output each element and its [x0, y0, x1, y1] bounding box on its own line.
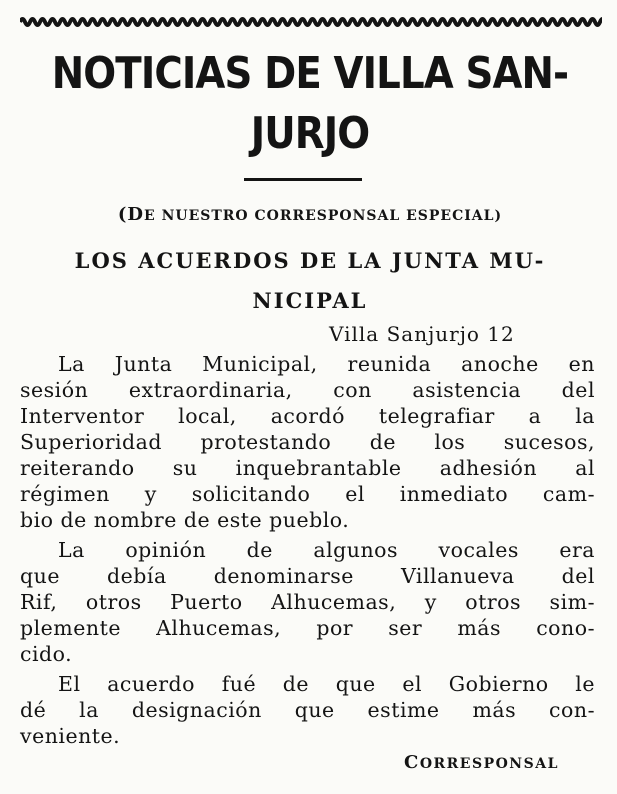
dateline: Villa Sanjurjo 12 [329, 322, 515, 346]
body-line: veniente. [20, 724, 121, 748]
body-line: Rif, otros Puerto Alhucemas, y otros sim- [20, 590, 595, 614]
headline-line-2: JURJO [250, 108, 370, 159]
body-line: reiterando su inquebrantable adhesión al [20, 456, 595, 480]
signature [404, 752, 559, 773]
signature-first: C [404, 752, 420, 773]
signature-rest: ORRESPONSAL [419, 756, 559, 772]
section-title-line-2: NICIPAL [252, 288, 368, 313]
body-line: plemente Alhucemas, por ser más cono- [20, 616, 595, 640]
headline-divider [244, 178, 362, 181]
body-line: sesión extraordinaria, con asistencia del [20, 378, 595, 402]
section-title-line-1: LOS ACUERDOS DE LA JUNTA MU- [74, 248, 546, 273]
body-line: La opinión de algunos vocales era [58, 538, 595, 562]
body-line: régimen y solicitando el inmediato cam- [20, 482, 595, 506]
body-line: Superioridad protestando de los sucesos, [20, 430, 595, 454]
subheading-rest: E NUESTRO CORRESPONSAL ESPECIAL) [144, 208, 503, 224]
body-line: Interventor local, acordó telegrafiar a la [20, 404, 595, 428]
body-line: que debía denominarse Villanueva del [20, 564, 595, 588]
headline-line-1: NOTICIAS DE VILLA SAN- [51, 48, 569, 99]
correspondent-subheading [20, 204, 600, 225]
wavy-border-ornament [20, 14, 602, 30]
body-line: dé la designación que estime más con- [20, 698, 595, 722]
body-line: bio de nombre de este pueblo. [20, 508, 350, 532]
subheading-open: (D [117, 204, 145, 225]
body-line: La Junta Municipal, reunida anoche en [58, 352, 595, 376]
body-line: El acuerdo fué de que el Gobierno le [58, 672, 595, 696]
body-line: cido. [20, 642, 73, 666]
